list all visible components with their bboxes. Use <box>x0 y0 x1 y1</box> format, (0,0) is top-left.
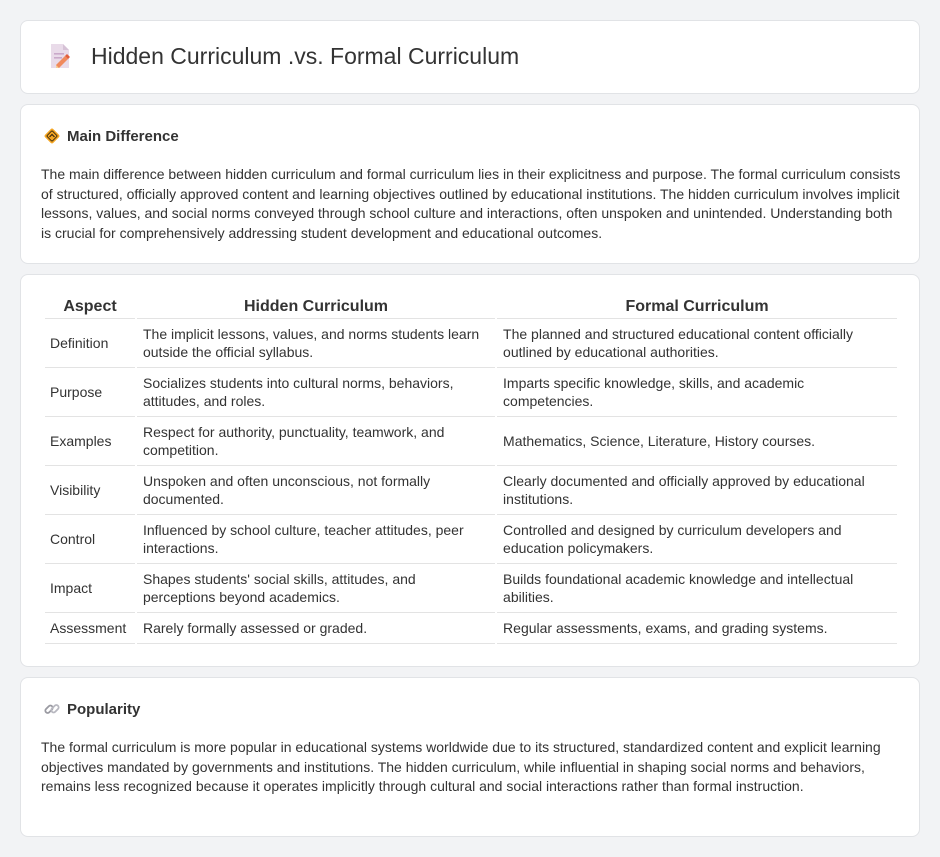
hidden-cell: Unspoken and often unconscious, not formally documented. <box>137 466 495 515</box>
table-row <box>45 613 897 644</box>
comparison-table <box>43 297 899 644</box>
hidden-cell: Rarely formally assessed or graded. <box>137 613 495 644</box>
title-row <box>45 41 519 71</box>
formal-cell: The planned and structured educational content officially outlined by educational authorities. <box>497 319 897 368</box>
column-header-formal: Formal Curriculum <box>497 297 897 319</box>
popularity-heading <box>43 700 140 718</box>
formal-cell: Builds foundational academic knowledge and intellectual abilities. <box>497 564 897 613</box>
formal-cell: Controlled and designed by curriculum developers and education policymakers. <box>497 515 897 564</box>
table-header-row <box>45 297 897 319</box>
main-difference-text: The main difference between hidden curriculum and formal curriculum lies in their explicitness and purpose. The formal curriculum consists of structured, officially approved content and learning objectives outlined by educational institutions. The hidden curriculum involves implicit lessons, values, and social norms conveyed through school culture and interactions, often unspoken and unintended. Understanding both is crucial for comprehensively addressing student development and educational outcomes. <box>41 166 901 241</box>
link-icon <box>43 700 61 718</box>
aspect-cell: Purpose <box>45 368 135 417</box>
diamond-sign-icon <box>43 127 61 145</box>
header-card <box>20 20 920 94</box>
page-title: Hidden Curriculum .vs. Formal Curriculum <box>91 42 520 69</box>
table-row <box>45 466 897 515</box>
hidden-cell: The implicit lessons, values, and norms students learn outside the official syllabus. <box>137 319 495 368</box>
table-row <box>45 515 897 564</box>
formal-cell: Mathematics, Science, Literature, History courses. <box>497 417 897 466</box>
popularity-text: The formal curriculum is more popular in educational systems worldwide due to its structured, standardized content and explicit learning objectives mandated by governments and institutions. The hidden curriculum, while influential in shaping social norms and behaviors, remains less recognized because it operates implicitly through cultural and social interactions rather than formal instruction. <box>41 739 881 794</box>
aspect-cell: Visibility <box>45 466 135 515</box>
hidden-cell: Respect for authority, punctuality, teamwork, and competition. <box>137 417 495 466</box>
column-header-hidden: Hidden Curriculum <box>137 297 495 319</box>
comparison-card <box>20 274 920 667</box>
aspect-cell: Impact <box>45 564 135 613</box>
aspect-cell: Definition <box>45 319 135 368</box>
popularity-card <box>20 677 920 837</box>
document-edit-icon <box>45 41 75 71</box>
column-header-aspect: Aspect <box>45 297 135 319</box>
table-row <box>45 417 897 466</box>
formal-cell: Imparts specific knowledge, skills, and academic competencies. <box>497 368 897 417</box>
hidden-cell: Socializes students into cultural norms, behaviors, attitudes, and roles. <box>137 368 495 417</box>
main-difference-heading <box>43 127 179 145</box>
hidden-cell: Shapes students' social skills, attitudes, and perceptions beyond academics. <box>137 564 495 613</box>
table-row <box>45 564 897 613</box>
table-row <box>45 368 897 417</box>
formal-cell: Regular assessments, exams, and grading systems. <box>497 613 897 644</box>
aspect-cell: Examples <box>45 417 135 466</box>
formal-cell: Clearly documented and officially approved by educational institutions. <box>497 466 897 515</box>
section-title: Popularity <box>67 700 141 718</box>
hidden-cell: Influenced by school culture, teacher attitudes, peer interactions. <box>137 515 495 564</box>
aspect-cell: Assessment <box>45 613 135 644</box>
main-difference-card <box>20 104 920 264</box>
table-row <box>45 319 897 368</box>
aspect-cell: Control <box>45 515 135 564</box>
section-title: Main Difference <box>67 127 179 145</box>
